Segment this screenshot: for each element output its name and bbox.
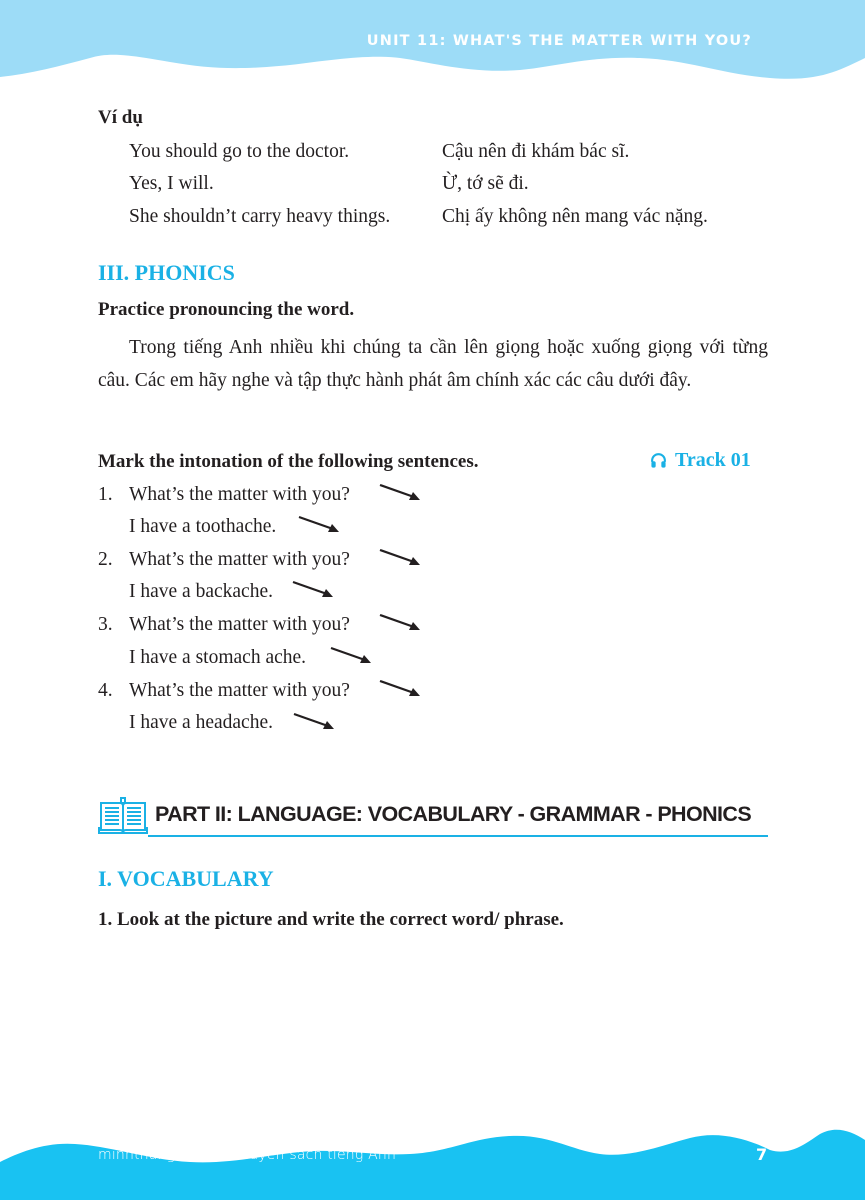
item-question: What’s the matter with you?	[129, 549, 350, 570]
item-answer: I have a backache.	[129, 581, 273, 602]
item-question: What’s the matter with you?	[129, 680, 350, 701]
example-en-1: You should go to the doctor.	[129, 141, 350, 162]
phonics-heading: III. PHONICS	[98, 260, 235, 285]
item-answer: I have a stomach ache.	[129, 647, 307, 668]
falling-intonation-arrow	[329, 646, 373, 666]
unit-title: UNIT 11: WHAT'S THE MATTER WITH YOU?	[366, 33, 752, 49]
item-answer: I have a headache.	[129, 712, 273, 733]
item-question: What’s the matter with you?	[129, 614, 350, 635]
example-en-2: Yes, I will.	[129, 173, 214, 194]
item-number: 4.	[98, 680, 113, 701]
vocabulary-exercise: 1. Look at the picture and write the correct word/ phrase.	[98, 909, 564, 930]
falling-intonation-arrow	[297, 515, 341, 535]
falling-intonation-arrow	[291, 580, 335, 600]
example-vi-2: Ừ, tớ sẽ đi.	[442, 173, 529, 194]
item-number: 1.	[98, 484, 113, 505]
item-question: What’s the matter with you?	[129, 484, 350, 505]
item-number: 3.	[98, 614, 113, 635]
track-label: Track 01	[675, 449, 751, 471]
publisher-text: minhthangbooks - chuyên sách tiếng Anh	[98, 1147, 397, 1163]
page-number: 7	[756, 1145, 768, 1164]
part-two-title: PART II: LANGUAGE: VOCABULARY - GRAMMAR - PHONICS	[155, 802, 752, 826]
falling-intonation-arrow	[378, 679, 422, 699]
part-two-banner	[98, 795, 768, 837]
open-book-icon	[98, 797, 148, 835]
headphones-icon	[650, 452, 667, 469]
falling-intonation-arrow	[378, 548, 422, 568]
example-label: Ví dụ	[98, 107, 143, 128]
falling-intonation-arrow	[378, 613, 422, 633]
item-number: 2.	[98, 549, 113, 570]
example-vi-1: Cậu nên đi khám bác sĩ.	[442, 141, 630, 162]
phonics-instruction: Practice pronouncing the word.	[98, 299, 355, 320]
part-two-underline	[148, 835, 768, 837]
vocabulary-heading: I. VOCABULARY	[98, 866, 274, 891]
example-vi-3: Chị ấy không nên mang vác nặng.	[442, 206, 708, 227]
item-answer: I have a toothache.	[129, 516, 277, 537]
falling-intonation-arrow	[378, 483, 422, 503]
audio-track-button[interactable]	[650, 449, 751, 472]
falling-intonation-arrow	[292, 712, 336, 732]
example-en-3: She shouldn’t carry heavy things.	[129, 206, 391, 227]
intonation-task: Mark the intonation of the following sentences.	[98, 451, 479, 472]
phonics-paragraph: Trong tiếng Anh nhiều khi chúng ta cần lên giọng hoặc xuống giọng với từng câu. Các em hãy nghe và tập thực hành phát âm chính xác các câu dưới đây.	[98, 337, 768, 391]
